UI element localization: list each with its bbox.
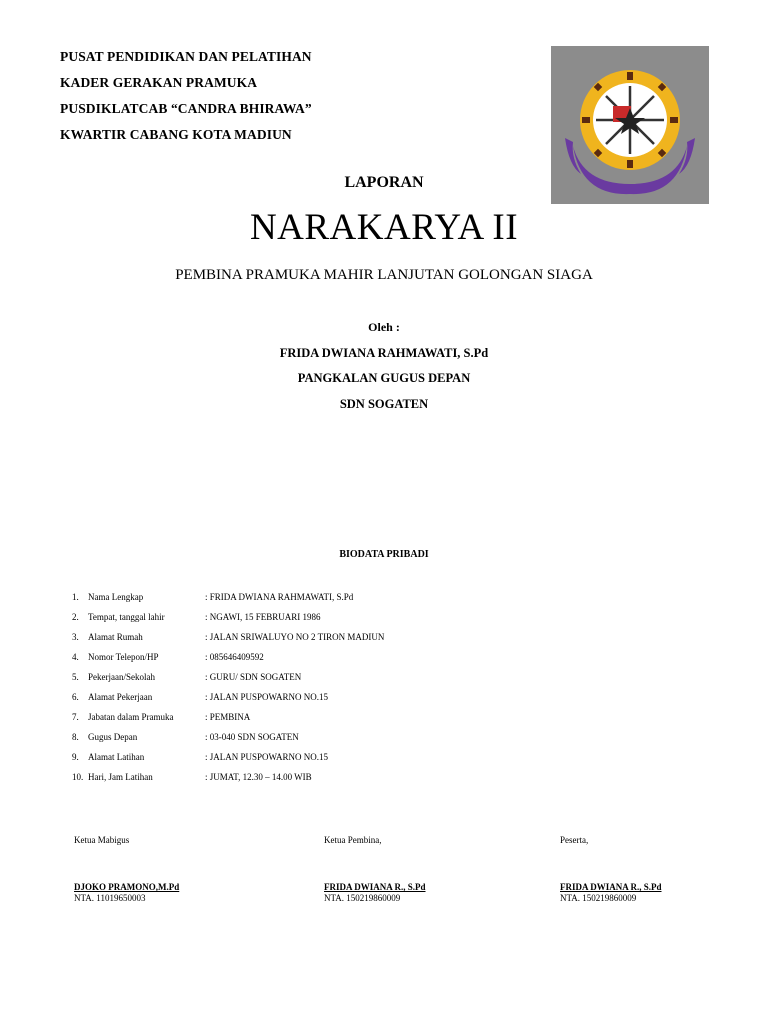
signature-role: Ketua Pembina, — [324, 835, 382, 845]
item-label: Hari, Jam Latihan — [88, 772, 153, 782]
item-label: Tempat, tanggal lahir — [88, 612, 165, 622]
item-number: 2. — [72, 612, 79, 622]
document-subtitle: PEMBINA PRAMUKA MAHIR LANJUTAN GOLONGAN SIAGA — [175, 267, 593, 283]
biodata-heading: BIODATA PRIBADI — [339, 549, 429, 560]
item-number: 8. — [72, 732, 79, 742]
header-line-1: PUSAT PENDIDIKAN DAN PELATIHAN — [60, 49, 312, 64]
item-label: Alamat Pekerjaan — [88, 692, 153, 702]
item-value: : PEMBINA — [205, 712, 251, 722]
signature-peserta — [560, 833, 662, 904]
item-number: 3. — [72, 632, 79, 642]
signature-name: FRIDA DWIANA R., S.Pd — [324, 882, 426, 892]
signature-nta: NTA. 11019650003 — [74, 893, 146, 903]
institution-header — [60, 44, 312, 148]
signature-role: Peserta, — [560, 835, 589, 845]
item-value: : JUMAT, 12.30 – 14.00 WIB — [205, 772, 312, 782]
header-line-4: KWARTIR CABANG KOTA MADIUN — [60, 127, 292, 142]
signature-nta: NTA. 150219860009 — [324, 893, 401, 903]
report-label: LAPORAN — [344, 174, 424, 191]
signature-pembina — [324, 833, 426, 904]
item-label: Jabatan dalam Pramuka — [88, 712, 174, 722]
item-number: 10. — [72, 772, 84, 782]
item-number: 1. — [72, 592, 79, 602]
header-line-2: KADER GERAKAN PRAMUKA — [60, 75, 258, 90]
author-name: FRIDA DWIANA RAHMAWATI, S.Pd — [279, 346, 489, 360]
item-label: Gugus Depan — [88, 732, 138, 742]
item-value: : FRIDA DWIANA RAHMAWATI, S.Pd — [205, 592, 354, 602]
by-label: Oleh : — [368, 320, 400, 334]
item-label: Alamat Latihan — [88, 752, 145, 762]
item-value: : 085646409592 — [205, 652, 264, 662]
signature-role: Ketua Mabigus — [74, 835, 130, 845]
signature-name: FRIDA DWIANA R., S.Pd — [560, 882, 662, 892]
item-value: : JALAN PUSPOWARNO NO.15 — [205, 692, 329, 702]
item-label: Nomor Telepon/HP — [88, 652, 159, 662]
item-value: : JALAN PUSPOWARNO NO.15 — [205, 752, 329, 762]
document-title: NARAKARYA II — [249, 207, 519, 248]
item-number: 9. — [72, 752, 79, 762]
item-number: 7. — [72, 712, 79, 722]
pangkalan-label: PANGKALAN GUGUS DEPAN — [297, 371, 471, 385]
item-number: 4. — [72, 652, 79, 662]
item-value: : 03-040 SDN SOGATEN — [205, 732, 299, 742]
item-value: : GURU/ SDN SOGATEN — [205, 672, 302, 682]
item-number: 6. — [72, 692, 79, 702]
signature-nta: NTA. 150219860009 — [560, 893, 637, 903]
signature-mabigus — [74, 833, 179, 904]
header-line-3: PUSDIKLATCAB “CANDRA BHIRAWA” — [60, 101, 312, 116]
signature-name: DJOKO PRAMONO,M.Pd — [74, 882, 180, 892]
item-label: Pekerjaan/Sekolah — [88, 672, 155, 682]
item-label: Alamat Rumah — [88, 632, 143, 642]
item-value: : NGAWI, 15 FEBRUARI 1986 — [205, 612, 321, 622]
item-label: Nama Lengkap — [88, 592, 144, 602]
school-name: SDN SOGATEN — [339, 397, 429, 411]
item-value: : JALAN SRIWALUYO NO 2 TIRON MADIUN — [205, 632, 385, 642]
item-number: 5. — [72, 672, 79, 682]
